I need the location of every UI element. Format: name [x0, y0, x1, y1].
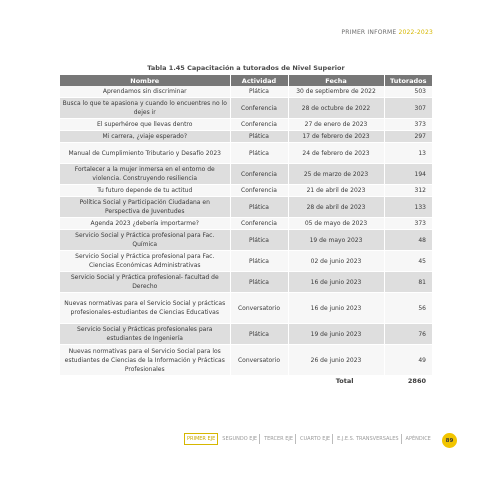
cell-fecha: 16 de junio 2023 [288, 272, 384, 293]
cell-fecha: 24 de febrero de 2023 [288, 143, 384, 164]
cell-fecha: 16 de junio 2023 [288, 293, 384, 324]
cell-actividad: Conferencia [230, 185, 288, 197]
cell-actividad: Plática [230, 131, 288, 143]
table-title: Tabla 1.45 Capacitación a tutorados de Nivel Superior [147, 64, 345, 72]
table-row [60, 185, 432, 197]
cell-tutorados: 49 [384, 345, 432, 376]
column-header-nombre: Nombre [60, 75, 230, 86]
cell-tutorados: 307 [384, 98, 432, 119]
cell-fecha: 17 de febrero de 2023 [288, 131, 384, 143]
cell-actividad: Plática [230, 230, 288, 251]
cell-fecha: 25 de marzo de 2023 [288, 164, 384, 185]
table-body [60, 86, 432, 388]
cell-fecha: 21 de abril de 2023 [288, 185, 384, 197]
table-row [60, 98, 432, 119]
cell-actividad: Plática [230, 272, 288, 293]
cell-nombre: Política Social y Participación Ciudadana en Perspectiva de Juventudes [60, 197, 230, 218]
cell-tutorados: 373 [384, 218, 432, 230]
cell-actividad: Conferencia [230, 119, 288, 131]
cell-nombre: Servicio Social y Práctica profesional para Fac. Ciencias Económicas Administrativas [60, 251, 230, 272]
cell-nombre: Nuevas normativas para el Servicio Social y prácticas profesionales-estudiantes de Ciencias Educativas [60, 293, 230, 324]
report-header [341, 29, 433, 36]
total-label: Total [288, 376, 384, 388]
report-header-years: 2022-2023 [398, 29, 433, 36]
cell-fecha: 28 de abril de 2023 [288, 197, 384, 218]
table-row [60, 218, 432, 230]
total-row [60, 376, 432, 388]
cell-actividad: Plática [230, 197, 288, 218]
footer-nav-item[interactable]: E.J.E.S. TRANSVERSALES [335, 434, 401, 444]
column-header-actividad: Actividad [230, 75, 288, 86]
cell-fecha: 27 de enero de 2023 [288, 119, 384, 131]
table-row [60, 345, 432, 376]
cell-fecha: 02 de junio 2023 [288, 251, 384, 272]
column-header-fecha: Fecha [288, 75, 384, 86]
cell-tutorados: 13 [384, 143, 432, 164]
cell-tutorados: 45 [384, 251, 432, 272]
cell-tutorados: 503 [384, 86, 432, 98]
footer-nav-item[interactable]: SEGUNDO EJE [220, 434, 260, 444]
cell-tutorados: 312 [384, 185, 432, 197]
cell-tutorados: 81 [384, 272, 432, 293]
cell-tutorados: 373 [384, 119, 432, 131]
training-table [60, 75, 432, 388]
cell-nombre: Aprendamos sin discriminar [60, 86, 230, 98]
total-spacer [60, 376, 230, 388]
cell-tutorados: 194 [384, 164, 432, 185]
cell-fecha: 05 de mayo de 2023 [288, 218, 384, 230]
cell-tutorados: 56 [384, 293, 432, 324]
table-row [60, 143, 432, 164]
footer-nav-item[interactable]: PRIMER EJE [184, 433, 218, 445]
report-header-prefix: PRIMER INFORME [341, 29, 399, 36]
table-row [60, 324, 432, 345]
cell-tutorados: 133 [384, 197, 432, 218]
footer-nav-item[interactable]: CUARTO EJE [298, 434, 333, 444]
footer-nav [184, 433, 433, 445]
cell-fecha: 19 de junio 2023 [288, 324, 384, 345]
cell-nombre: Manual de Cumplimiento Tributario y Desafío 2023 [60, 143, 230, 164]
cell-actividad: Plática [230, 251, 288, 272]
cell-actividad: Conversatorio [230, 293, 288, 324]
cell-nombre: Agenda 2023 ¿debería importarme? [60, 218, 230, 230]
cell-nombre: Busca lo que te apasiona y cuando lo encuentres no lo dejes ir [60, 98, 230, 119]
cell-nombre: Servicio Social y Práctica profesional- facultad de Derecho [60, 272, 230, 293]
cell-nombre: Fortalecer a la mujer inmersa en el entorno de violencia. Construyendo resiliencia [60, 164, 230, 185]
total-spacer [230, 376, 288, 388]
cell-actividad: Conversatorio [230, 345, 288, 376]
table-row [60, 293, 432, 324]
table-row [60, 86, 432, 98]
table-row [60, 131, 432, 143]
footer-nav-item[interactable]: TERCER EJE [262, 434, 296, 444]
cell-fecha: 28 de octubre de 2022 [288, 98, 384, 119]
cell-nombre: Servicio Social y Práctica profesional para Fac. Química [60, 230, 230, 251]
table-row [60, 230, 432, 251]
table-header-row [60, 75, 432, 86]
cell-fecha: 30 de septiembre de 2022 [288, 86, 384, 98]
cell-fecha: 19 de mayo 2023 [288, 230, 384, 251]
cell-nombre: Mi carrera, ¿viaje esperado? [60, 131, 230, 143]
cell-actividad: Conferencia [230, 98, 288, 119]
cell-actividad: Plática [230, 324, 288, 345]
table-row [60, 197, 432, 218]
cell-actividad: Conferencia [230, 164, 288, 185]
table-row [60, 251, 432, 272]
cell-actividad: Plática [230, 86, 288, 98]
cell-fecha: 26 de junio 2023 [288, 345, 384, 376]
cell-tutorados: 76 [384, 324, 432, 345]
table-row [60, 119, 432, 131]
total-value: 2860 [384, 376, 432, 388]
cell-tutorados: 48 [384, 230, 432, 251]
cell-tutorados: 297 [384, 131, 432, 143]
cell-actividad: Plática [230, 143, 288, 164]
table-row [60, 272, 432, 293]
cell-nombre: Servicio Social y Prácticas profesionales para estudiantes de Ingeniería [60, 324, 230, 345]
cell-actividad: Conferencia [230, 218, 288, 230]
column-header-tutorados: Tutorados [384, 75, 432, 86]
table-row [60, 164, 432, 185]
cell-nombre: El superhéroe que llevas dentro [60, 119, 230, 131]
cell-nombre: Tu futuro depende de tu actitud [60, 185, 230, 197]
footer-nav-item[interactable]: APÉNDICE [405, 436, 431, 442]
cell-nombre: Nuevas normativas para el Servicio Social para los estudiantes de Ciencias de la Información y Prácticas Profesionales [60, 345, 230, 376]
page-number: 89 [442, 433, 457, 448]
